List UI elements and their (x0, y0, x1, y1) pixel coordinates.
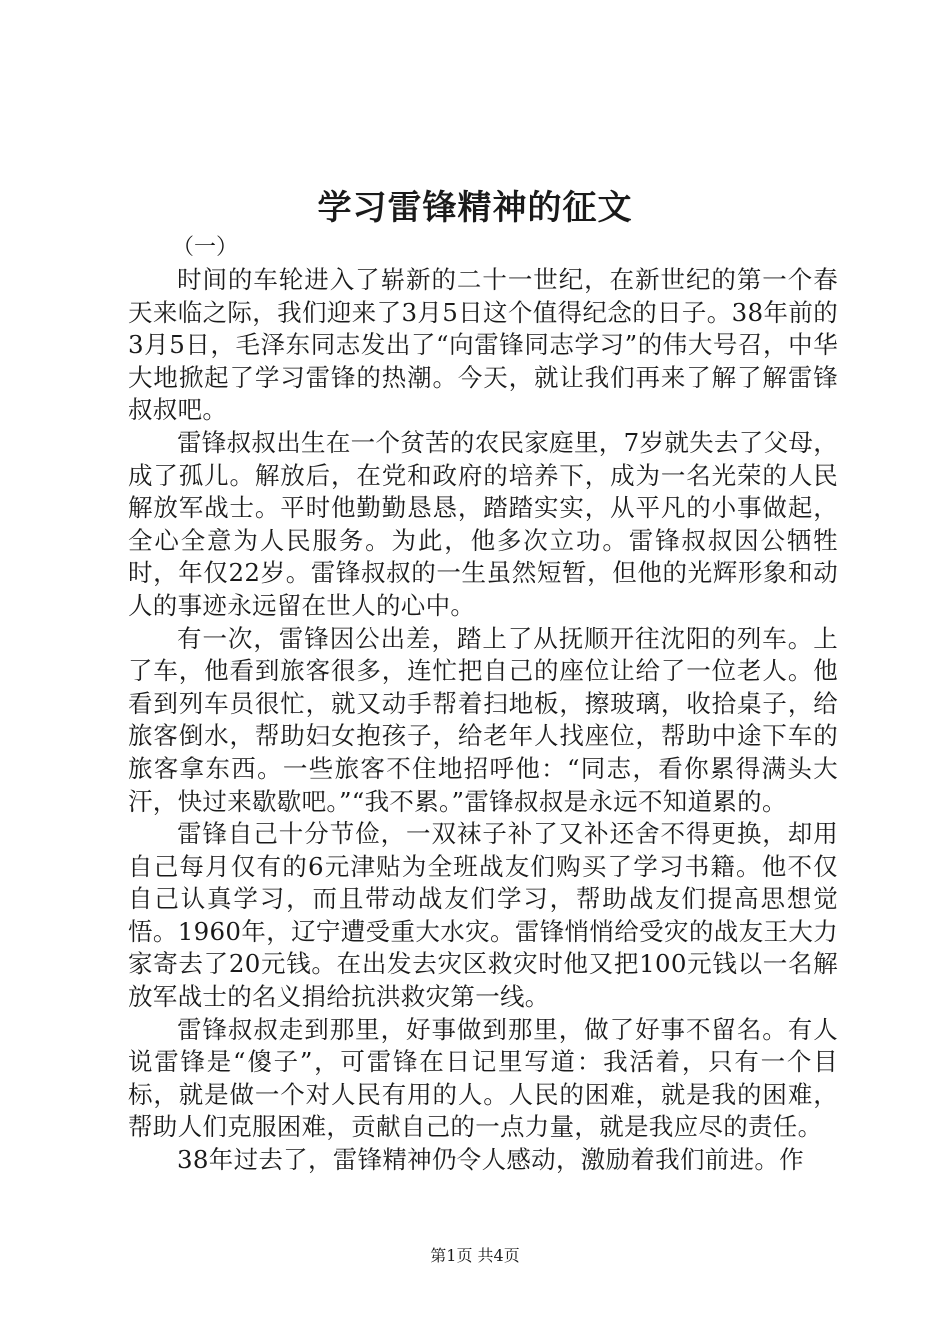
paragraph-2: 雷锋叔叔出生在一个贫苦的农民家庭里，7岁就失去了父母，成了孤儿。解放后，在党和政府的培养下，成为一名光荣的人民解放军战士。平时他勤勤恳恳，踏踏实实，从平凡的小事做起，全心全意为人民服务。为此，他多次立功。雷锋叔叔因公牺牲时，年仅22岁。雷锋叔叔的一生虽然短暂，但他的光辉形象和动人的事迹永远留在世人的心中。 (128, 427, 838, 620)
section-label: （一） (172, 235, 239, 260)
document-body (128, 232, 838, 1177)
paragraph-3: 有一次，雷锋因公出差，踏上了从抚顺开往沈阳的列车。上了车，他看到旅客很多，连忙把自己的座位让给了一位老人。他看到列车员很忙，就又动手帮着扫地板，擦玻璃，收拾桌子，给旅客倒水，帮助妇女抱孩子，给老年人找座位，帮助中途下车的旅客拿东西。一些旅客不住地招呼他：“同志，看你累得满头大汗，快过来歇歇吧。”“我不累。”雷锋叔叔是永远不知道累的。 (128, 623, 839, 816)
paragraph-4: 雷锋自己十分节俭，一双袜子补了又补还舍不得更换，却用自己每月仅有的6元津贴为全班战友们购买了学习书籍。他不仅自己认真学习，而且带动战友们学习，帮助战友们提高思想觉悟。1960年，辽宁遭受重大水灾。雷锋悄悄给受灾的战友王大力家寄去了20元钱。在出发去灾区救灾时他又把100元钱以一名解放军战士的名义捐给抗洪救灾第一线。 (128, 819, 838, 1012)
paragraph-6: 38年过去了，雷锋精神仍令人感动，激励着我们前进。作 (177, 1145, 804, 1175)
page-footer: 第1页 共4页 (430, 1246, 520, 1265)
document-title: 学习雷锋精神的征文 (317, 188, 633, 228)
paragraph-1: 时间的车轮进入了崭新的二十一世纪，在新世纪的第一个春天来临之际，我们迎来了3月5日这个值得纪念的日子。38年前的3月5日，毛泽东同志发出了“向雷锋同志学习”的伟大号召，中华大地掀起了学习雷锋的热潮。今天，就让我们再来了解了解雷锋叔叔吧。 (128, 265, 838, 425)
paragraph-5: 雷锋叔叔走到那里，好事做到那里，做了好事不留名。有人说雷锋是“傻子”，可雷锋在日记里写道：我活着，只有一个目标，就是做一个对人民有用的人。人民的困难，就是我的困难，帮助人们克服困难，贡献自己的一点力量，就是我应尽的责任。 (128, 1014, 838, 1142)
